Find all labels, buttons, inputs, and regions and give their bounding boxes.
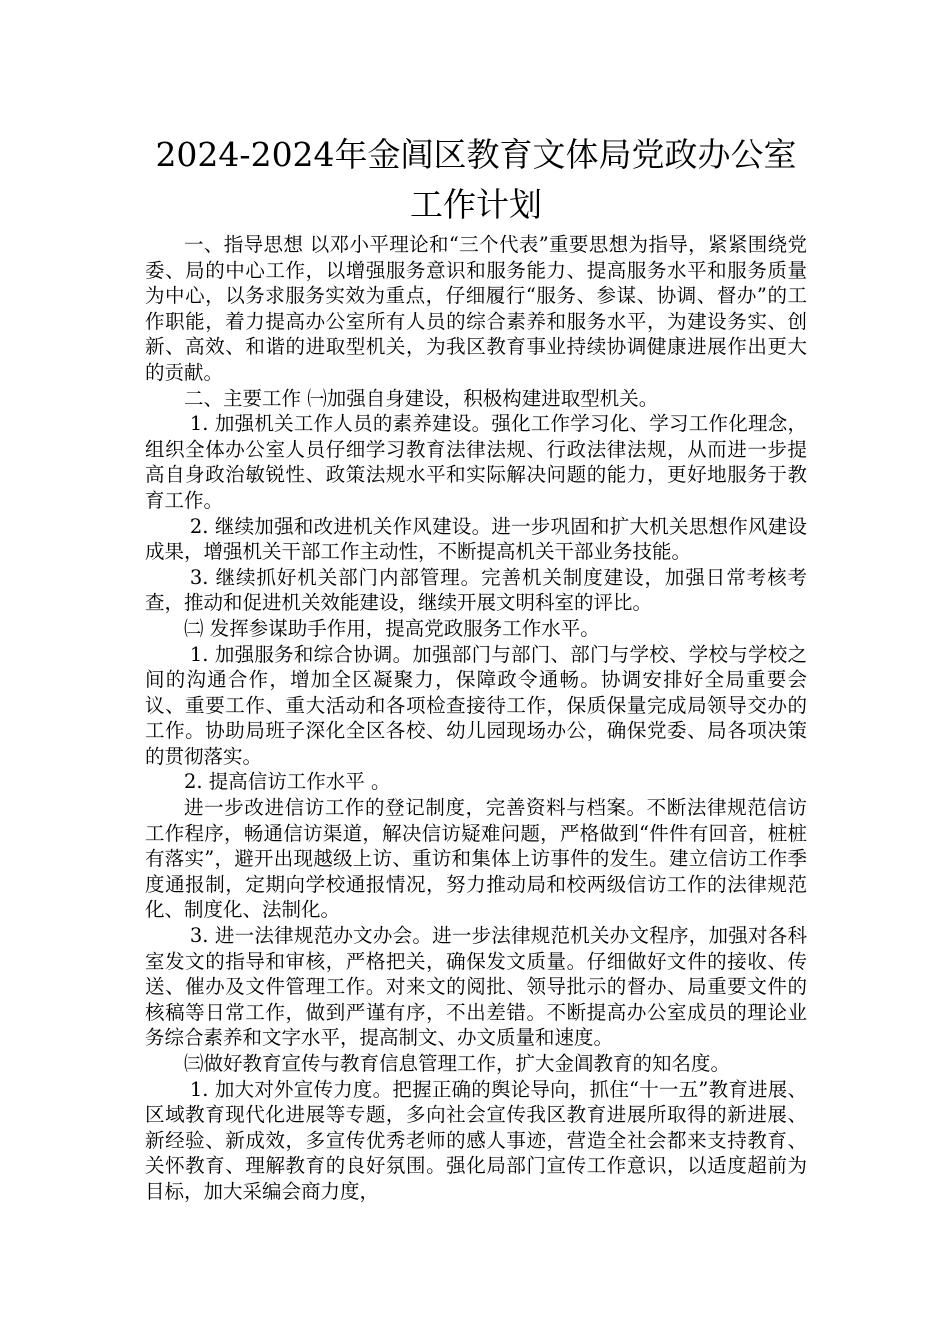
paragraph-section-3: ㈢做好教育宣传与教育信息管理工作，扩大金阊教育的知名度。 bbox=[184, 1052, 731, 1075]
paragraph-main-work: 二、主要工作 ㈠加强自身建设，积极构建进取型机关。 bbox=[184, 386, 659, 410]
paragraph-item-2-3: 3. 进一法律规范办文办会。进一步法律规范机关办文程序，加强对各科室发文的指导和审核，严格把关，确保发文质量。仔细做好文件的接收、传送、催办及文件管理工作。对来文的阅批、领导批示的督办、局重要文件的核稿等日常工作，做到严谨有序，不出差错。不断提高办公室成员的理论业务综合素养和文字水平，提高制文、办文质量和速度。 bbox=[145, 924, 807, 1050]
document-title bbox=[145, 130, 807, 230]
paragraph-item-1-1: 1. 加强机关工作人员的素养建设。强化工作学习化、学习工作化理念，组织全体办公室人员仔细学习教育法律法规、行政法律法规，从而进一步提高自身政治敏锐性、政策法规水平和实际解决问题的能力，更好地服务于教育工作。 bbox=[145, 412, 807, 512]
paragraph-item-2-2: 2. 提高信访工作水平 。 bbox=[184, 770, 391, 794]
paragraph-petition-detail: 进一步改进信访工作的登记制度，完善资料与档案。不断法律规范信访工作程序，畅通信访渠道，解决信访疑难问题，严格做到“件件有回音，桩桩有落实”，避开出现越级上访、重访和集体上访事件的发生。建立信访工作季度通报制，定期向学校通报情况，努力推动局和校两级信访工作的法律规范化、制度化、法制化。 bbox=[145, 796, 807, 922]
title-line-1: 2024-2024年金阊区教育文体局党政办公室 bbox=[155, 135, 797, 174]
paragraph-item-1-2: 2. 继续加强和改进机关作风建设。进一步巩固和扩大机关思想作风建设成果，增强机关干部工作主动性，不断提高机关干部业务技能。 bbox=[145, 514, 807, 564]
paragraph-guiding-ideology: 一、指导思想 以邓小平理论和“三个代表”重要思想为指导，紧紧围绕党委、局的中心工作，以增强服务意识和服务能力、提高服务水平和服务质量为中心，以务求服务实效为重点，仔细履行“服务、参谋、协调、督办”的工作职能，着力提高办公室所有人员的综合素养和服务水平，为建设务实、创新、高效、和谐的进取型机关，为我区教育事业持续协调健康进展作出更大的贡献。 bbox=[145, 233, 807, 384]
document-page bbox=[145, 130, 807, 1205]
document-body bbox=[145, 232, 807, 1205]
paragraph-item-1-3: 3. 继续抓好机关部门内部管理。完善机关制度建设，加强日常考核考查，推动和促进机关效能建设，继续开展文明科室的评比。 bbox=[145, 565, 807, 615]
paragraph-item-3-1: 1. 加大对外宣传力度。把握正确的舆论导向，抓住“十一五”教育进展、区域教育现代化进展等专题，多向社会宣传我区教育进展所取得的新进展、新经验、新成效，多宣传优秀老师的感人事迹，营造全社会都来支持教育、关怀教育、理解教育的良好氛围。强化局部门宣传工作意识，以适度超前为目标，加大采编会商力度， bbox=[145, 1077, 807, 1203]
paragraph-section-2: ㈡ 发挥参谋助手作用，提高党政服务工作水平。 bbox=[184, 616, 600, 640]
paragraph-item-2-1: 1. 加强服务和综合协调。加强部门与部门、部门与学校、学校与学校之间的沟通合作，增加全区凝聚力，保障政令通畅。协调安排好全局重要会议、重要工作、重大活动和各项检查接待工作，保质保量完成局领导交办的工作。协助局班子深化全区各校、幼儿园现场办公，确保党委、局各项决策的贯彻落实。 bbox=[145, 642, 807, 768]
title-line-2: 工作计划 bbox=[410, 185, 542, 224]
